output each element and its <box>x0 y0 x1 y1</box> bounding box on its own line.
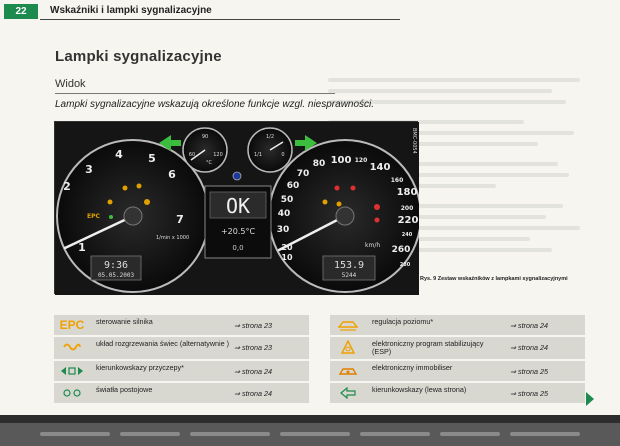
turn-left-icon <box>330 383 366 403</box>
tacho-tick-label: 1 <box>78 241 86 254</box>
page-title: Lampki sygnalizacyjne <box>55 48 222 65</box>
table-row <box>330 383 585 405</box>
display-bottom-text: 0,0 <box>232 244 244 252</box>
row-description: kierunkowskazy przyczepy* <box>96 363 184 372</box>
speedo-tick-label: 200 <box>400 205 414 212</box>
fuel-tick-label: 1/1 <box>253 152 263 158</box>
temp-tick-label: 90 <box>201 134 209 140</box>
page-reference-link[interactable]: ⇒ strona 24 <box>234 389 272 398</box>
section-title: Wskaźniki i lampki sygnalizacyjne <box>50 5 212 16</box>
speedo-tick-label: 60 <box>286 181 300 191</box>
temp-tick-label: 60 <box>188 152 196 158</box>
speedo-tick-label: 160 <box>390 177 404 184</box>
speedo-tick-label: 280 <box>399 262 411 268</box>
trip-display: 153.9 <box>333 260 365 271</box>
row-description: elektroniczny immobiliser <box>372 363 453 372</box>
figure-label: Rys. 9 <box>420 276 437 282</box>
page-reference-link[interactable]: ⇒ strona 23 <box>234 343 272 352</box>
level-control-icon <box>330 315 366 335</box>
figure-code: BMC-0054 <box>411 128 417 154</box>
row-description: światła postojowe <box>96 385 153 394</box>
tacho-tick-label: 3 <box>85 163 93 176</box>
section-subtitle: Widok <box>55 78 86 90</box>
temp-unit-label: °C <box>206 160 212 166</box>
parking-lights-icon <box>54 383 90 403</box>
table-row <box>330 337 585 361</box>
row-description: układ rozgrzewania świec (alternatywnie ) <box>96 339 230 348</box>
immobilizer-icon <box>330 361 366 381</box>
tacho-tick-label: 7 <box>176 213 184 226</box>
speedo-unit-label: km/h <box>365 242 381 249</box>
table-row <box>54 383 309 405</box>
glow-plug-icon <box>54 337 90 357</box>
outside-temp-text: +20.5°C <box>220 227 256 236</box>
speedo-tick-label: 180 <box>396 187 418 198</box>
fuel-tick-label: 1/2 <box>265 134 275 140</box>
speedo-tick-label: 80 <box>312 159 326 169</box>
table-row <box>54 361 309 383</box>
warning-lamps-table-left <box>54 315 309 405</box>
bottom-dark-band <box>0 415 620 423</box>
table-row <box>54 337 309 361</box>
speedo-tick-label: 20 <box>281 243 293 252</box>
row-description: elektroniczny program stabilizujący (ESP) <box>372 339 484 357</box>
page-reference-link[interactable]: ⇒ strona 24 <box>510 343 548 352</box>
temp-tick-label: 120 <box>213 152 223 158</box>
page-reference-link[interactable]: ⇒ strona 23 <box>234 321 272 330</box>
figure-caption-text: Zestaw wskaźników z lampkami sygnalizacyjnymi <box>437 276 568 282</box>
status-ok-text: OK <box>225 194 251 218</box>
speedo-tick-label: 120 <box>354 157 368 164</box>
page-reference-link[interactable]: ⇒ strona 25 <box>510 389 548 398</box>
epc-icon: EPC <box>59 318 85 332</box>
speedo-tick-label: 140 <box>369 162 391 173</box>
row-description: kierunkowskazy (lewa strona) <box>372 385 467 394</box>
table-row <box>330 361 585 383</box>
table-row <box>330 315 585 337</box>
warning-lamps-table-right <box>330 315 585 405</box>
fuel-tick-label: 0 <box>281 152 285 158</box>
tacho-unit-label: 1/min x 1000 <box>156 235 190 241</box>
tacho-tick-label: 6 <box>168 168 176 181</box>
row-description: regulacja poziomu* <box>372 317 434 326</box>
esp-icon <box>330 337 366 357</box>
page-reference-link[interactable]: ⇒ strona 24 <box>234 367 272 376</box>
intro-text: Lampki sygnalizacyjne wskazują określone funkcje wzgl. niesprawności. <box>55 99 375 110</box>
page-reference-link[interactable]: ⇒ strona 25 <box>510 367 548 376</box>
subtitle-rule <box>55 93 335 94</box>
figure-caption <box>420 276 590 283</box>
instrument-cluster-image <box>54 121 418 294</box>
page-footer <box>0 423 620 446</box>
speedo-tick-label: 40 <box>277 209 291 219</box>
speedo-tick-label: 70 <box>296 169 310 179</box>
row-description: sterowanie silnika <box>96 317 153 326</box>
date-display: 05.05.2003 <box>97 272 135 279</box>
page-header <box>0 0 620 20</box>
speedo-tick-label: 220 <box>397 215 419 226</box>
speedo-tick-label: 50 <box>280 195 294 205</box>
speedo-tick-label: 240 <box>401 232 413 238</box>
indicator-lamp-icon <box>233 172 241 180</box>
trailer-turn-icon <box>54 361 90 381</box>
table-row <box>54 315 309 337</box>
clock-display: 9:36 <box>103 260 129 271</box>
tacho-tick-label: 5 <box>148 152 156 165</box>
epc-lamp: EPC <box>87 213 100 220</box>
header-rule <box>40 19 400 20</box>
odometer-display: 5244 <box>341 272 357 279</box>
speedo-tick-label: 260 <box>391 245 411 255</box>
page-number: 22 <box>4 4 38 19</box>
tacho-tick-label: 2 <box>63 180 71 193</box>
speedo-tick-label: 100 <box>330 155 352 166</box>
speedo-tick-label: 30 <box>276 225 290 235</box>
next-page-arrow-icon[interactable] <box>586 392 594 406</box>
instrument-cluster-drawing <box>55 122 419 295</box>
speedo-tick-label: 10 <box>281 253 293 262</box>
page-reference-link[interactable]: ⇒ strona 24 <box>510 321 548 330</box>
tacho-tick-label: 4 <box>115 148 123 161</box>
